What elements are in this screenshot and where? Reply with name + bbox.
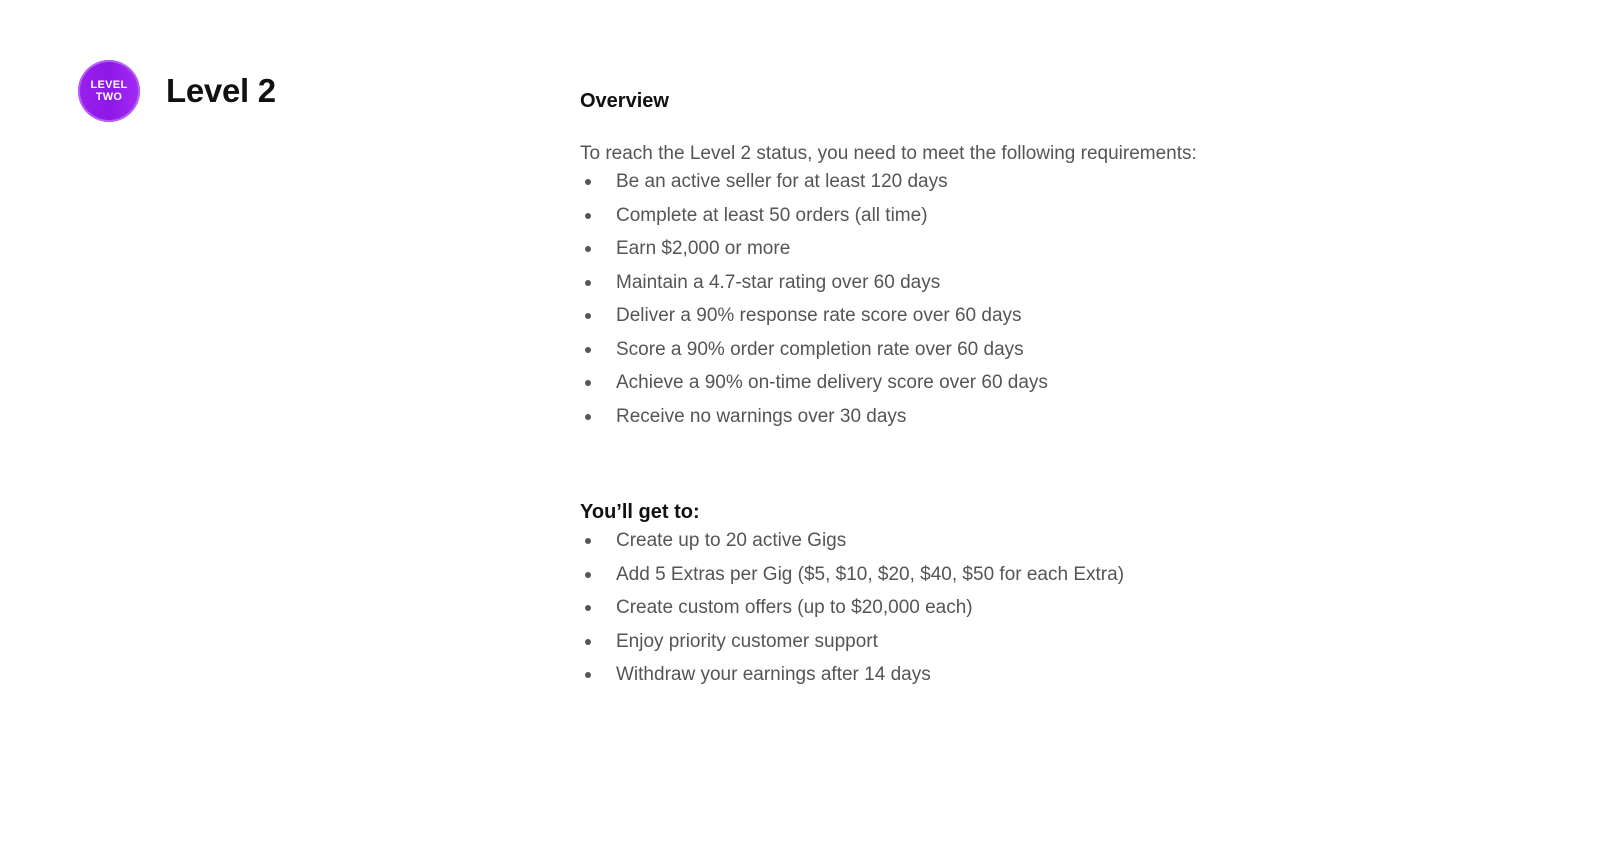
overview-intro: To reach the Level 2 status, you need to meet the following requirements: [580,143,1197,164]
requirement-item: Maintain a 4.7-star rating over 60 days [580,266,1480,300]
requirement-item: Achieve a 90% on-time delivery score over 60 days [580,366,1480,400]
level-title: Level 2 [166,72,276,109]
overview-heading: Overview [580,90,669,112]
benefits-heading: You’ll get to: [580,501,700,523]
requirement-item: Deliver a 90% response rate score over 60 days [580,299,1480,333]
level-details [580,90,1480,692]
benefit-item: Create up to 20 active Gigs [580,524,1480,558]
requirement-item: Complete at least 50 orders (all time) [580,199,1480,233]
badge-line-2: TWO [95,91,123,103]
benefit-item: Enjoy priority customer support [580,625,1480,659]
benefit-item: Add 5 Extras per Gig ($5, $10, $20, $40, $50 for each Extra) [580,558,1480,592]
benefit-item: Create custom offers (up to $20,000 each) [580,591,1480,625]
requirement-item: Be an active seller for at least 120 days [580,165,1480,199]
requirement-item: Earn $2,000 or more [580,232,1480,266]
level-header [78,60,276,122]
badge-line-1: LEVEL [90,79,128,91]
level-badge-icon [78,60,140,122]
requirement-item: Score a 90% order completion rate over 60 days [580,333,1480,367]
benefit-item: Withdraw your earnings after 14 days [580,658,1480,692]
benefits-list [580,524,1480,692]
requirement-item: Receive no warnings over 30 days [580,400,1480,434]
requirements-list [580,165,1480,433]
